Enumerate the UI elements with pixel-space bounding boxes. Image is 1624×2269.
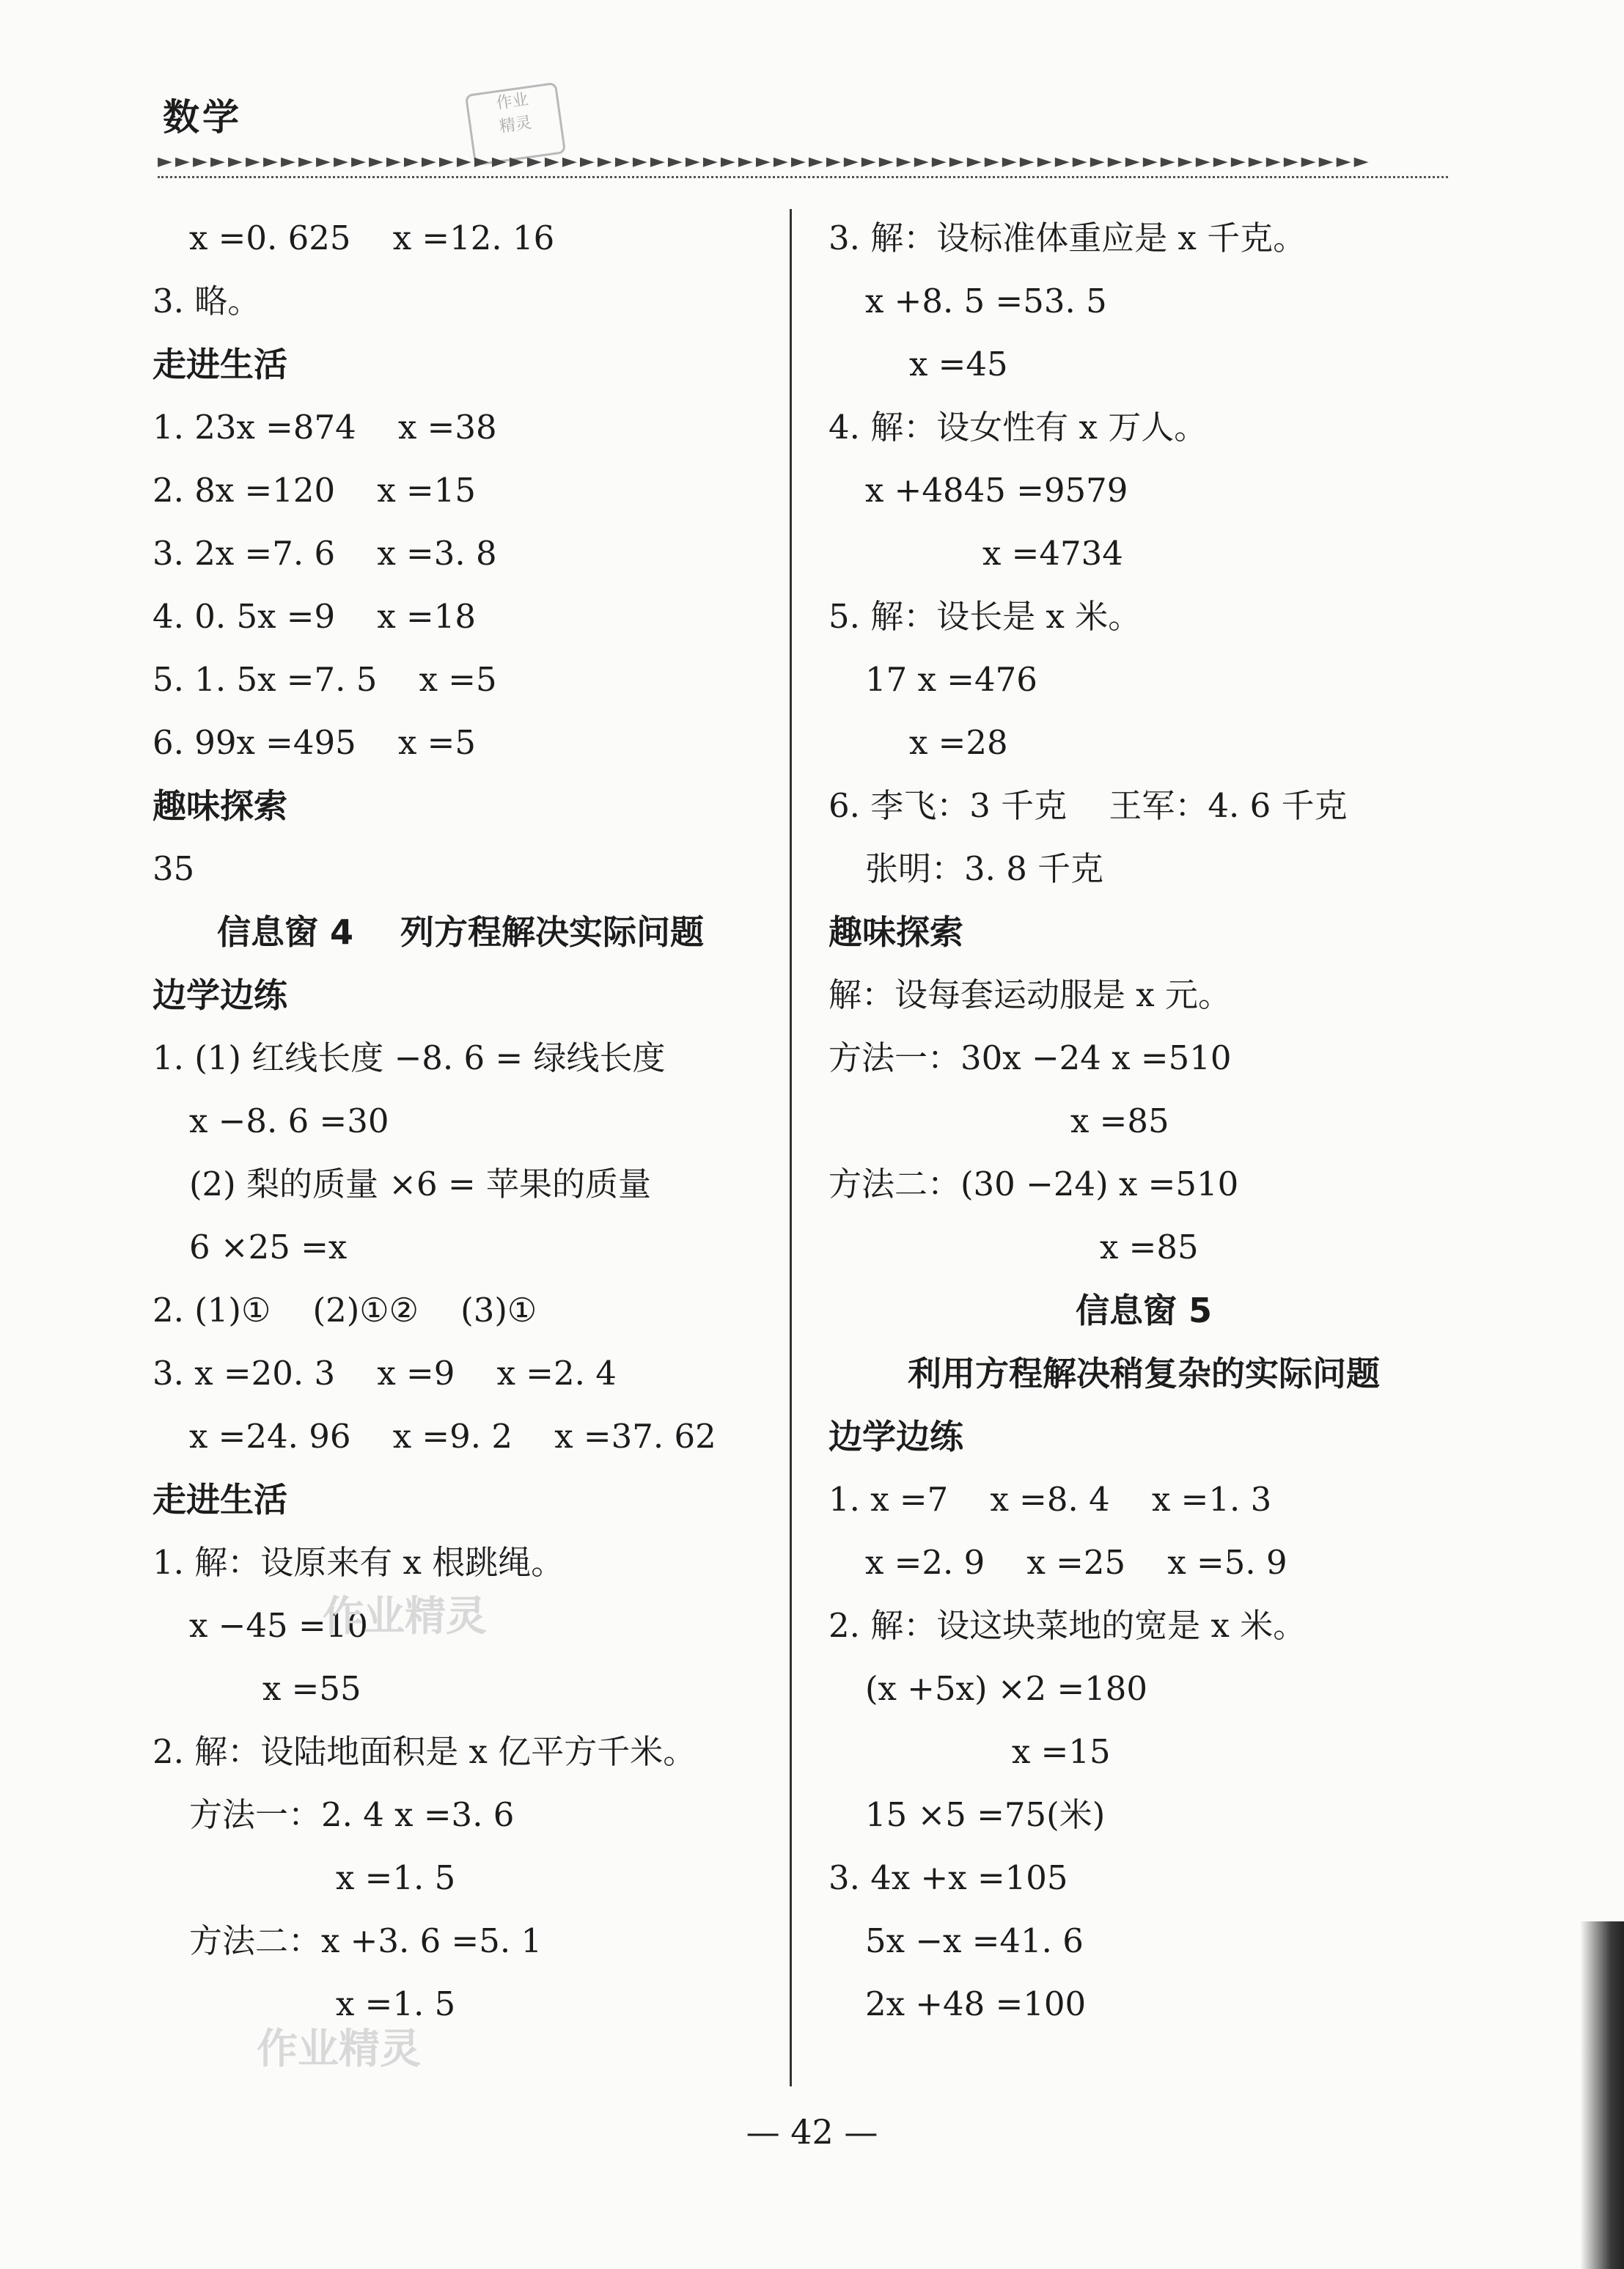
stamp-line-2: 精灵	[498, 114, 533, 136]
right-column	[828, 207, 1459, 2036]
answer-line: x =28	[909, 723, 1008, 762]
answer-line: 方法二：x +3. 6 =5. 1	[189, 1921, 543, 1960]
answer-line: x −45 =10	[189, 1606, 368, 1645]
section-heading: 边学边练	[828, 1417, 963, 1456]
answer-line: 2. 解：设陆地面积是 x 亿平方千米。	[153, 1732, 697, 1771]
header-dotted-rule	[158, 176, 1448, 178]
section-heading: 走进生活	[153, 345, 287, 384]
watermark: 作业精灵	[257, 2026, 421, 2073]
answer-line: 1. 23x =874 x =38	[153, 408, 497, 447]
left-column	[153, 207, 768, 2036]
answer-line: 2. 8x =120 x =15	[153, 471, 477, 510]
answer-line: 1. 解：设原来有 x 根跳绳。	[153, 1543, 565, 1582]
answer-line: 5. 1. 5x =7. 5 x =5	[153, 660, 497, 699]
section-heading: 趣味探索	[153, 786, 287, 826]
answer-line: 4. 解：设女性有 x 万人。	[828, 408, 1208, 447]
answer-line: 方法二：(30 −24) x =510	[828, 1165, 1239, 1203]
answer-line: 3. 略。	[153, 282, 261, 320]
answer-line: 1. x =7 x =8. 4 x =1. 3	[828, 1480, 1272, 1519]
answer-line: x =1. 5	[336, 1858, 456, 1897]
answer-line: x =0. 625 x =12. 16	[189, 219, 555, 257]
answer-line: x +4845 =9579	[865, 471, 1128, 510]
answer-line: 3. 2x =7. 6 x =3. 8	[153, 534, 497, 573]
answer-line: 6. 李飞：3 千克 王军：4. 6 千克	[828, 786, 1348, 825]
answer-line: 解：设每套运动服是 x 元。	[828, 975, 1231, 1014]
watermark: 作业精灵	[323, 1593, 487, 1641]
chapter-heading: 信息窗 5	[1075, 1291, 1213, 1330]
answer-line: 6 ×25 =x	[189, 1228, 348, 1267]
column-divider	[790, 209, 792, 2086]
answer-line: 1. (1) 红线长度 −8. 6 = 绿线长度	[153, 1038, 666, 1077]
page-number: — 42 —	[746, 2112, 878, 2152]
section-heading: 边学边练	[153, 975, 287, 1015]
answer-line: 2x +48 =100	[865, 1984, 1087, 2023]
answer-line: 3. x =20. 3 x =9 x =2. 4	[153, 1354, 617, 1393]
answer-line: 5x −x =41. 6	[865, 1921, 1084, 1960]
answer-line: 方法一：30x −24 x =510	[828, 1038, 1232, 1077]
answer-line: 3. 解：设标准体重应是 x 千克。	[828, 219, 1307, 257]
answer-line: x =85	[1070, 1101, 1169, 1140]
answer-line: 张明：3. 8 千克	[865, 849, 1104, 888]
answer-line: 2. (1)① (2)①② (3)①	[153, 1291, 537, 1330]
answer-line: x =45	[909, 345, 1008, 384]
answer-line: 15 ×5 =75(米)	[865, 1795, 1106, 1834]
answer-line: x =2. 9 x =25 x =5. 9	[865, 1543, 1287, 1582]
scan-shadow-edge	[1580, 1921, 1624, 2269]
chapter-subheading: 利用方程解决稍复杂的实际问题	[908, 1354, 1380, 1393]
answer-line: x −8. 6 =30	[189, 1101, 389, 1140]
answer-line: 方法一：2. 4 x =3. 6	[189, 1795, 515, 1834]
answer-line: x =85	[1100, 1228, 1199, 1267]
section-heading: 趣味探索	[828, 912, 963, 952]
answer-line: x =15	[1012, 1732, 1111, 1771]
answer-line: (2) 梨的质量 ×6 = 苹果的质量	[189, 1165, 652, 1203]
answer-line: 17 x =476	[865, 660, 1037, 699]
answer-line: 35	[153, 849, 195, 888]
section-heading: 走进生活	[153, 1480, 287, 1520]
answer-line: x =4734	[982, 534, 1123, 573]
answer-line: 4. 0. 5x =9 x =18	[153, 597, 476, 636]
answer-line: x =1. 5	[336, 1984, 456, 2023]
answer-line: 5. 解：设长是 x 米。	[828, 597, 1142, 636]
answer-line: 6. 99x =495 x =5	[153, 723, 477, 762]
stamp-line-1: 作业	[495, 90, 530, 114]
answer-line: x +8. 5 =53. 5	[865, 282, 1107, 320]
answer-line: x =55	[262, 1669, 361, 1708]
header-arrow-rule: ►►►►►►►►►►►►►►►►►►►►►►►►►►►►►►►►►►►►►►►►►►►►►►►►►►►►►►►►►►►►►►►►►►►►►	[158, 150, 1372, 172]
answer-line: x =24. 96 x =9. 2 x =37. 62	[189, 1417, 716, 1456]
chapter-heading: 信息窗 4 列方程解决实际问题	[216, 912, 705, 952]
subject-title: 数学	[163, 96, 242, 139]
answer-line: 3. 4x +x =105	[828, 1858, 1068, 1897]
answer-line: (x +5x) ×2 =180	[865, 1669, 1148, 1708]
answer-line: 2. 解：设这块菜地的宽是 x 米。	[828, 1606, 1307, 1645]
